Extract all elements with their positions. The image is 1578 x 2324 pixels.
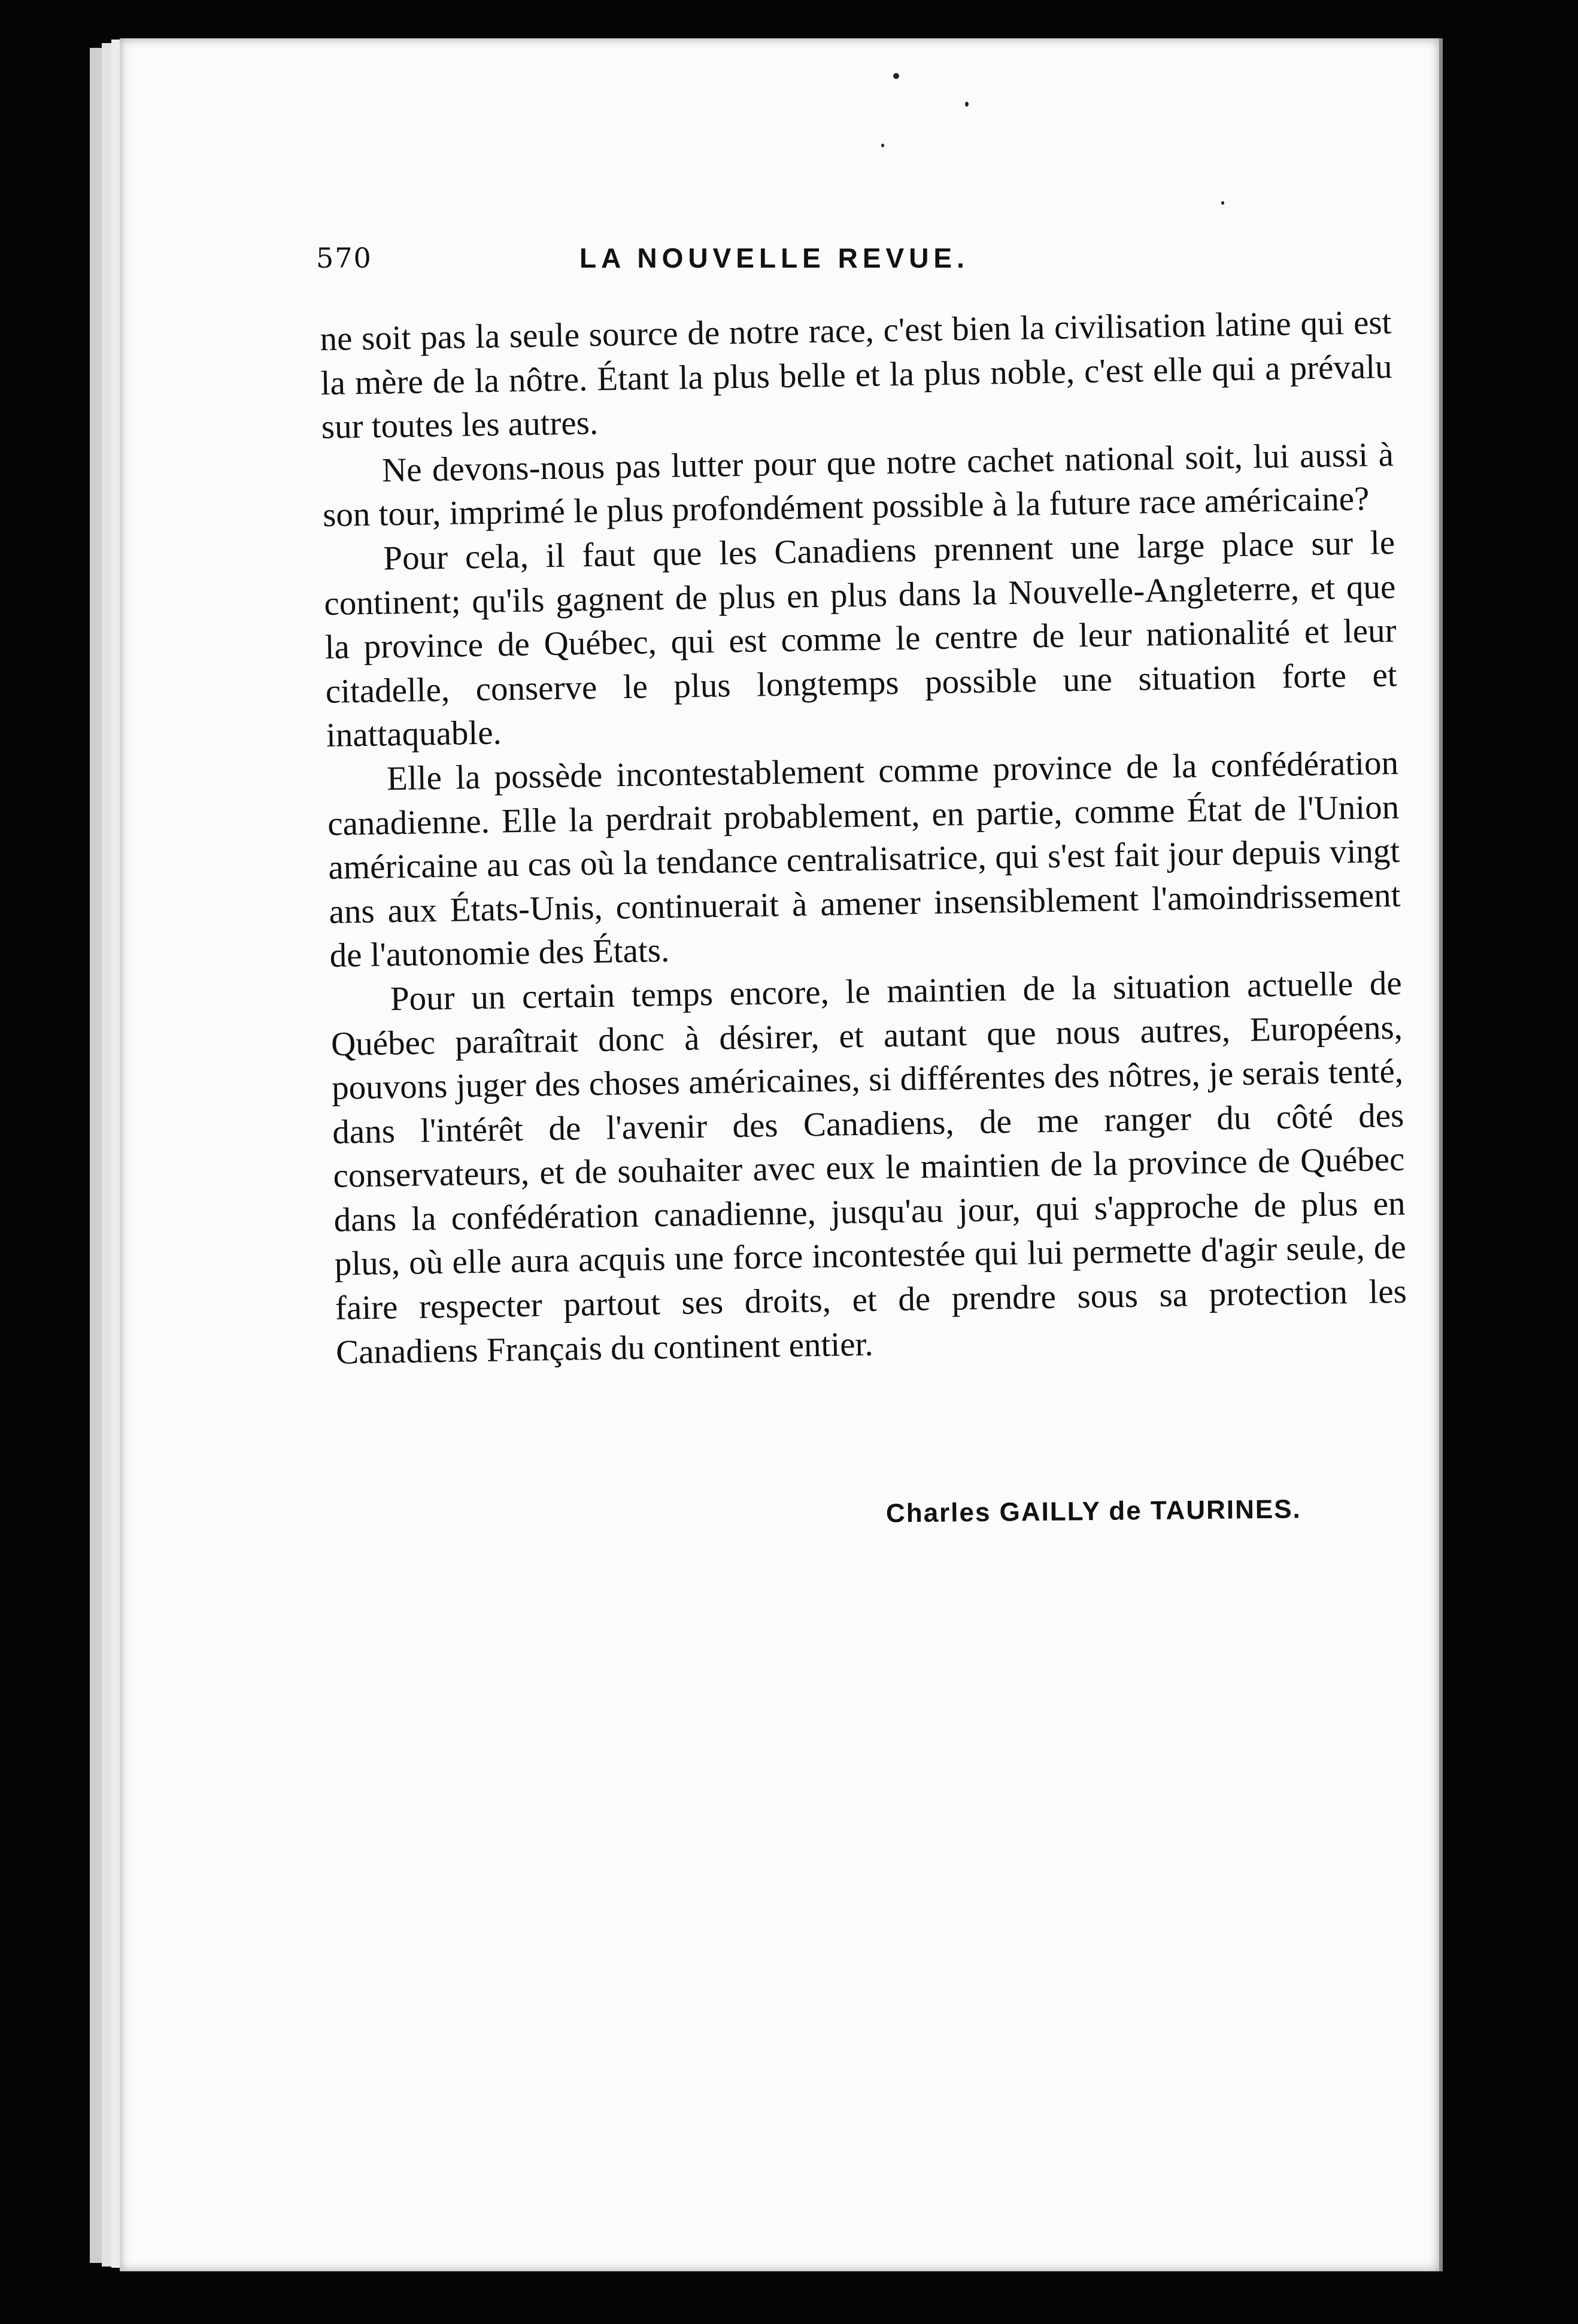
- scan-speck: [965, 102, 969, 107]
- scan-speck: [1221, 201, 1224, 205]
- scan-speck: [881, 144, 884, 147]
- paragraph: Elle la possède incontestablement comme province de la confédération canadienne. Elle la perdrait probablement, en partie, comme État de l'Union américaine au cas où la tendance centralisatrice, qui s'est fait jour depuis vingt ans aux États-Unis, continuerait à amener insensiblement l'amoindrissement de l'autonomie des États.: [327, 744, 1401, 975]
- running-title: LA NOUVELLE REVUE.: [579, 242, 969, 274]
- paragraph: ne soit pas la seule source de notre race, c'est bien la civilisation latine qui est la mère de la nôtre. Étant la plus belle et la plus noble, c'est elle qui a prévalu sur toutes les autres.: [320, 303, 1393, 447]
- page-edge-right: [1439, 38, 1443, 2271]
- scan-speck: [893, 73, 899, 79]
- article-body: [320, 301, 1408, 1375]
- page-number: 570: [316, 242, 372, 274]
- page-header: [316, 242, 1406, 296]
- paragraph: Pour un certain temps encore, le maintien de la situation actuelle de Québec paraîtrait donc à désirer, et autant que nous autres, Européens, pouvons juger des choses américaines, si différentes des nôtres, je serais tenté, dans l'intérêt de l'avenir des Canadiens, de me ranger du côté des conservateurs, et de souhaiter avec eux le maintien de la province de Québec dans la confédération canadienne, jusqu'au jour, qui s'approche de plus en plus, où elle aura acquis une force incontestée qui lui permette d'agir seule, de faire respecter partout ses droits, et de prendre sous sa protection les Canadiens Français du continent entier.: [330, 964, 1407, 1372]
- paragraph: Ne devons-nous pas lutter pour que notre cachet national soit, lui aussi à son tour, imprimé le plus profondément possible à la future race américaine?: [322, 435, 1394, 535]
- author-signature: Charles GAILLY de TAURINES.: [885, 1494, 1302, 1528]
- paragraph: Pour cela, il faut que les Canadiens prennent une large place sur le continent; qu'ils gagnent de plus en plus dans la Nouvelle-Angleterre, et que la province de Québec, qui est comme le centre de leur nationalité et leur citadelle, conserve le plus longtemps possible une situation forte et inattaquable.: [324, 523, 1398, 755]
